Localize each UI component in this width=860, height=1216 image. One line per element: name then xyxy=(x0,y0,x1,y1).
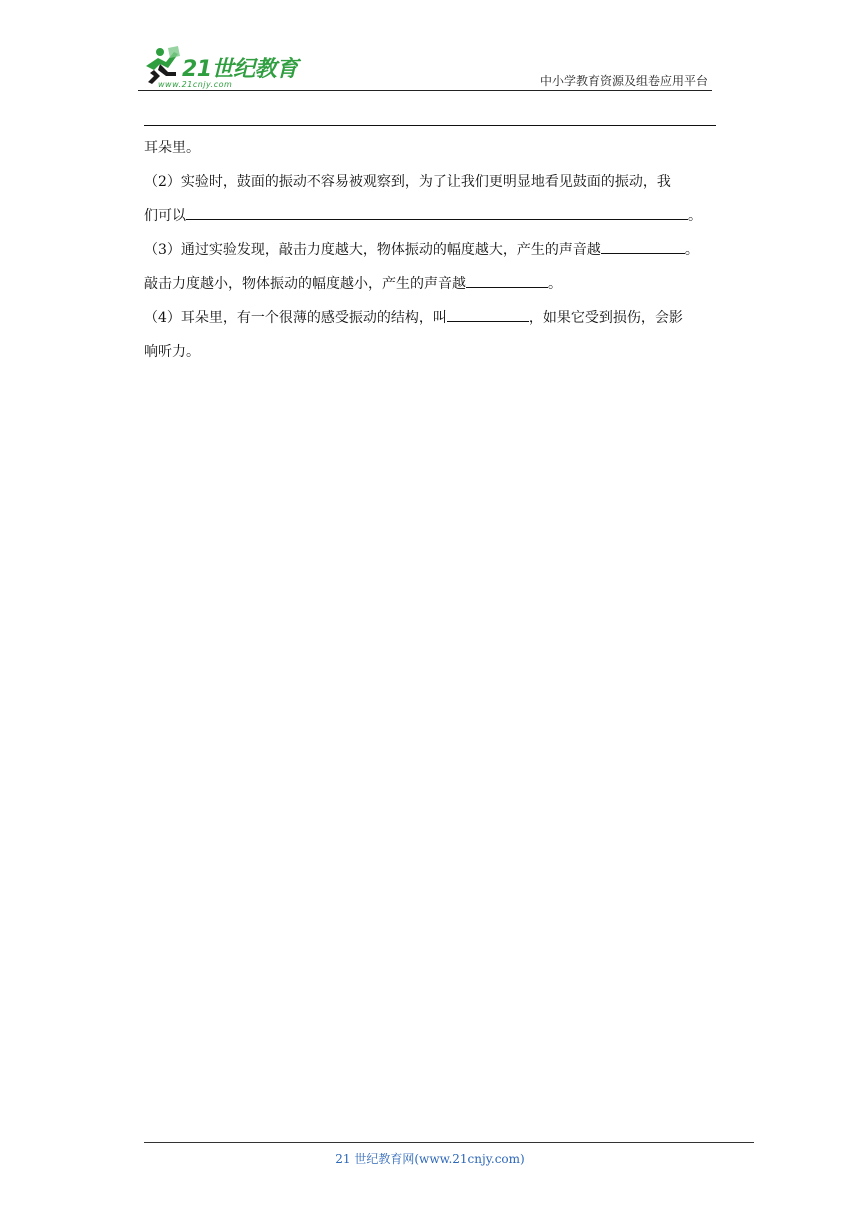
q1-continuation: 耳朵里。 xyxy=(144,140,200,156)
logo-text: 21世纪教育 xyxy=(182,57,298,82)
q2-answer-blank[interactable] xyxy=(186,201,688,220)
logo xyxy=(138,46,308,90)
text-line xyxy=(144,131,716,165)
logo-url: www.21cnjy.com xyxy=(158,80,233,89)
q4-text: （4）耳朵里，有一个很薄的感受振动的结构，叫 xyxy=(144,310,447,326)
q3-suffix-2: 。 xyxy=(548,276,562,292)
q3-text: （3）通过实验发现，敲击力度越大，物体振动的幅度越大，产生的声音越 xyxy=(144,242,601,258)
page-header xyxy=(138,44,712,92)
q2-suffix: 。 xyxy=(688,208,702,224)
q3-text-2: 敲击力度越小，物体振动的幅度越小，产生的声音越 xyxy=(144,276,466,292)
platform-name: 中小学教育资源及组卷应用平台 xyxy=(539,74,708,88)
question-content xyxy=(144,131,716,369)
content-top-divider xyxy=(144,125,716,126)
q4-answer-blank[interactable] xyxy=(447,303,529,322)
text-line xyxy=(144,165,716,199)
text-line xyxy=(144,335,716,369)
text-line xyxy=(144,301,716,335)
q2-prefix: 们可以 xyxy=(144,208,186,224)
text-line xyxy=(144,233,716,267)
q2-text: （2）实验时，鼓面的振动不容易被观察到，为了让我们更明显地看见鼓面的振动，我 xyxy=(144,174,671,190)
text-line xyxy=(144,267,716,301)
q3-answer-blank-2[interactable] xyxy=(466,269,548,288)
text-line xyxy=(144,199,716,233)
page-footer: 21 世纪教育网(www.21cnjy.com) xyxy=(335,1152,525,1166)
header-divider xyxy=(138,90,712,91)
q3-answer-blank-1[interactable] xyxy=(601,235,685,254)
q4-suffix: ，如果它受到损伤，会影 xyxy=(528,310,683,326)
q3-suffix: 。 xyxy=(684,242,699,258)
q4-text-2: 响听力。 xyxy=(144,344,200,360)
footer-divider xyxy=(144,1142,754,1143)
